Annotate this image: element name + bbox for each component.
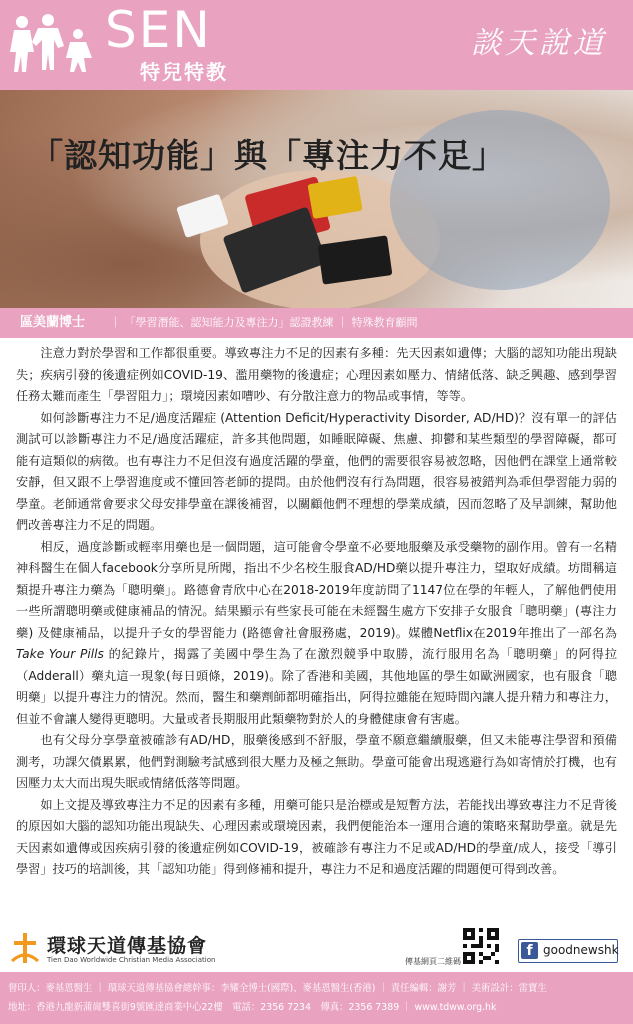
paragraph-2: 如何診斷專注力不足/過度活躍症 (Attention Deficit/Hyperactivity Disorder, AD/HD)？沒有單一的評估測試可以診斷專注力不足/過度活躍症，許多其他問題，如睡眠障礙、焦慮、抑鬱和某些類型的學習障礙，都可能有這類似的病徵。也有專注力不足但沒有過度活躍的學童，他們的需要很容易被忽略，因他們在課堂上通常較安靜，但又跟不上學習進度或不懂回答老師的提問。由於他們沒有行為問題，很容易被錯判為乖但學習能力弱的學童。老師通常會要求父母安排學童在課後補習，以關顧他們不理想的學業成績，因而忽略了及早訓練，幫助他們改善專注力不足的問題。 — [16, 410, 617, 532]
article-title: 「認知功能」與「專注力不足」 — [30, 136, 506, 175]
qr-code-icon[interactable] — [463, 928, 499, 964]
organization-name-cn: 環球天道傳基協會 — [47, 935, 208, 957]
publisher-info-bar — [0, 972, 633, 1024]
children-silhouette-icon — [8, 12, 103, 74]
qr-label: 傳基網頁二維碼 — [405, 957, 461, 966]
organization-logo-icon — [8, 931, 42, 965]
contact-info: 地址：香港九龍新蒲崗雙喜街9號匯達商業中心22樓 電話：2356 7234 傳真：2356 7389 ｜ www.tdww.org.hk — [8, 1002, 497, 1013]
paragraph-3-part-b: 的紀錄片，揭露了美國中學生為了在激烈競爭中取勝，流行服用名為「聰明藥」的阿得拉（Adderall）藥丸這一現象(每日頭條，2019)。除了香港和美國，其他地區的學生如歐洲國家，也有服食「聰明藥」以提升專注力的情況。然而，醫生和藥劑師都明確指出，阿得拉雖能在短時間內讓人提升精力和專注力，但並不會讓人變得更聰明。大量或者長期服用此類藥物對於人的身體健康會有害處。 — [16, 647, 618, 726]
paragraph-4: 也有父母分享學童被確診有AD/HD，服藥後感到不舒服，學童不願意繼續服藥，但又未能專注學習和預備測考，功課欠債累累，他們對測驗考試感到很大壓力及極之無助。學童可能會出現逃避行為如寄情於打機，也有因壓力太大而出現失眠或情緒低落等問題。 — [16, 733, 617, 790]
author-name: 區美蘭博士 — [20, 315, 86, 330]
masthead — [0, 0, 633, 90]
author-credentials: ｜ 「學習潛能、認知能力及專注力」認證教練 ｜ 特殊教育顧問 — [110, 316, 418, 329]
footer — [0, 925, 633, 970]
facebook-handle: goodnewshk — [543, 943, 619, 957]
paragraph-1: 注意力對於學習和工作都很重要。導致專注力不足的因素有多種：先天因素如遺傳；大腦的認知功能出現缺失；疾病引發的後遺症例如COVID-19、濫用藥物的後遺症；心理因素如壓力、情緒低落、缺乏興趣、感到學習任務太難而產生「學習阻力」；環境因素如嘈吵、有分散注意力的物品或事情，等等。 — [16, 346, 617, 403]
brand-title: SEN — [105, 1, 212, 59]
facebook-link[interactable] — [518, 939, 618, 963]
organization-name-en: Tien Dao Worldwide Christian Media Association — [47, 956, 216, 964]
paragraph-3-part-a: 相反，過度診斷或輕率用藥也是一個問題，這可能會令學童不必要地服藥及承受藥物的副作用。曾有一名精神科醫生在個人facebook分享所見所聞，指出不少名校生服食AD/HD藥以提升專注力，望取好成績。坊間稱這類提升專注力藥為「聰明藥」。路德會青欣中心在2018-2019年度訪問了1147位在學的年輕人，了解他們使用一些所謂聰明藥或健康補品的情況。結果顯示有些家長可能在未經醫生處方下安排子女服食「聰明藥」(專注力藥) 及健康補品，以提升子女的學習能力 (路德會社會服務處，2019)。媒體Netflix在2019年推出了一部名為 — [16, 539, 617, 640]
publisher-credits: 督印人：麥基恩醫生 ｜ 環球天道傳基協會總幹事：李耀全博士(國際)、麥基恩醫生(香港) ｜ 責任編輯：謝芳 ｜ 美術設計：雷寶生 — [8, 983, 547, 994]
article-body — [16, 343, 617, 881]
film-title: Take Your Pills — [16, 647, 104, 661]
column-name: 談天說道 — [471, 26, 607, 61]
brand-subtitle: 特兒特教 — [140, 60, 228, 84]
building-blocks-illustration — [0, 90, 633, 308]
paragraph-3 — [16, 537, 617, 731]
facebook-icon: f — [521, 942, 538, 959]
author-bar — [0, 308, 633, 338]
hero-image — [0, 90, 633, 308]
paragraph-5: 如上文提及導致專注力不足的因素有多種，用藥可能只是治標或是短暫方法，若能找出導致專注力不足背後的原因如大腦的認知功能出現缺失、心理因素或環境因素，我們便能治本一運用合適的策略來幫助學童。就是先天因素如遺傳或因疾病引發的後遺症例如COVID-19，被確診有專注力不足或AD/HD的學童/成人，接受「導引學習」技巧的培訓後，其「認知功能」得到修補和提升，專注力不足和過度活躍的問題便可得到改善。 — [16, 797, 617, 876]
